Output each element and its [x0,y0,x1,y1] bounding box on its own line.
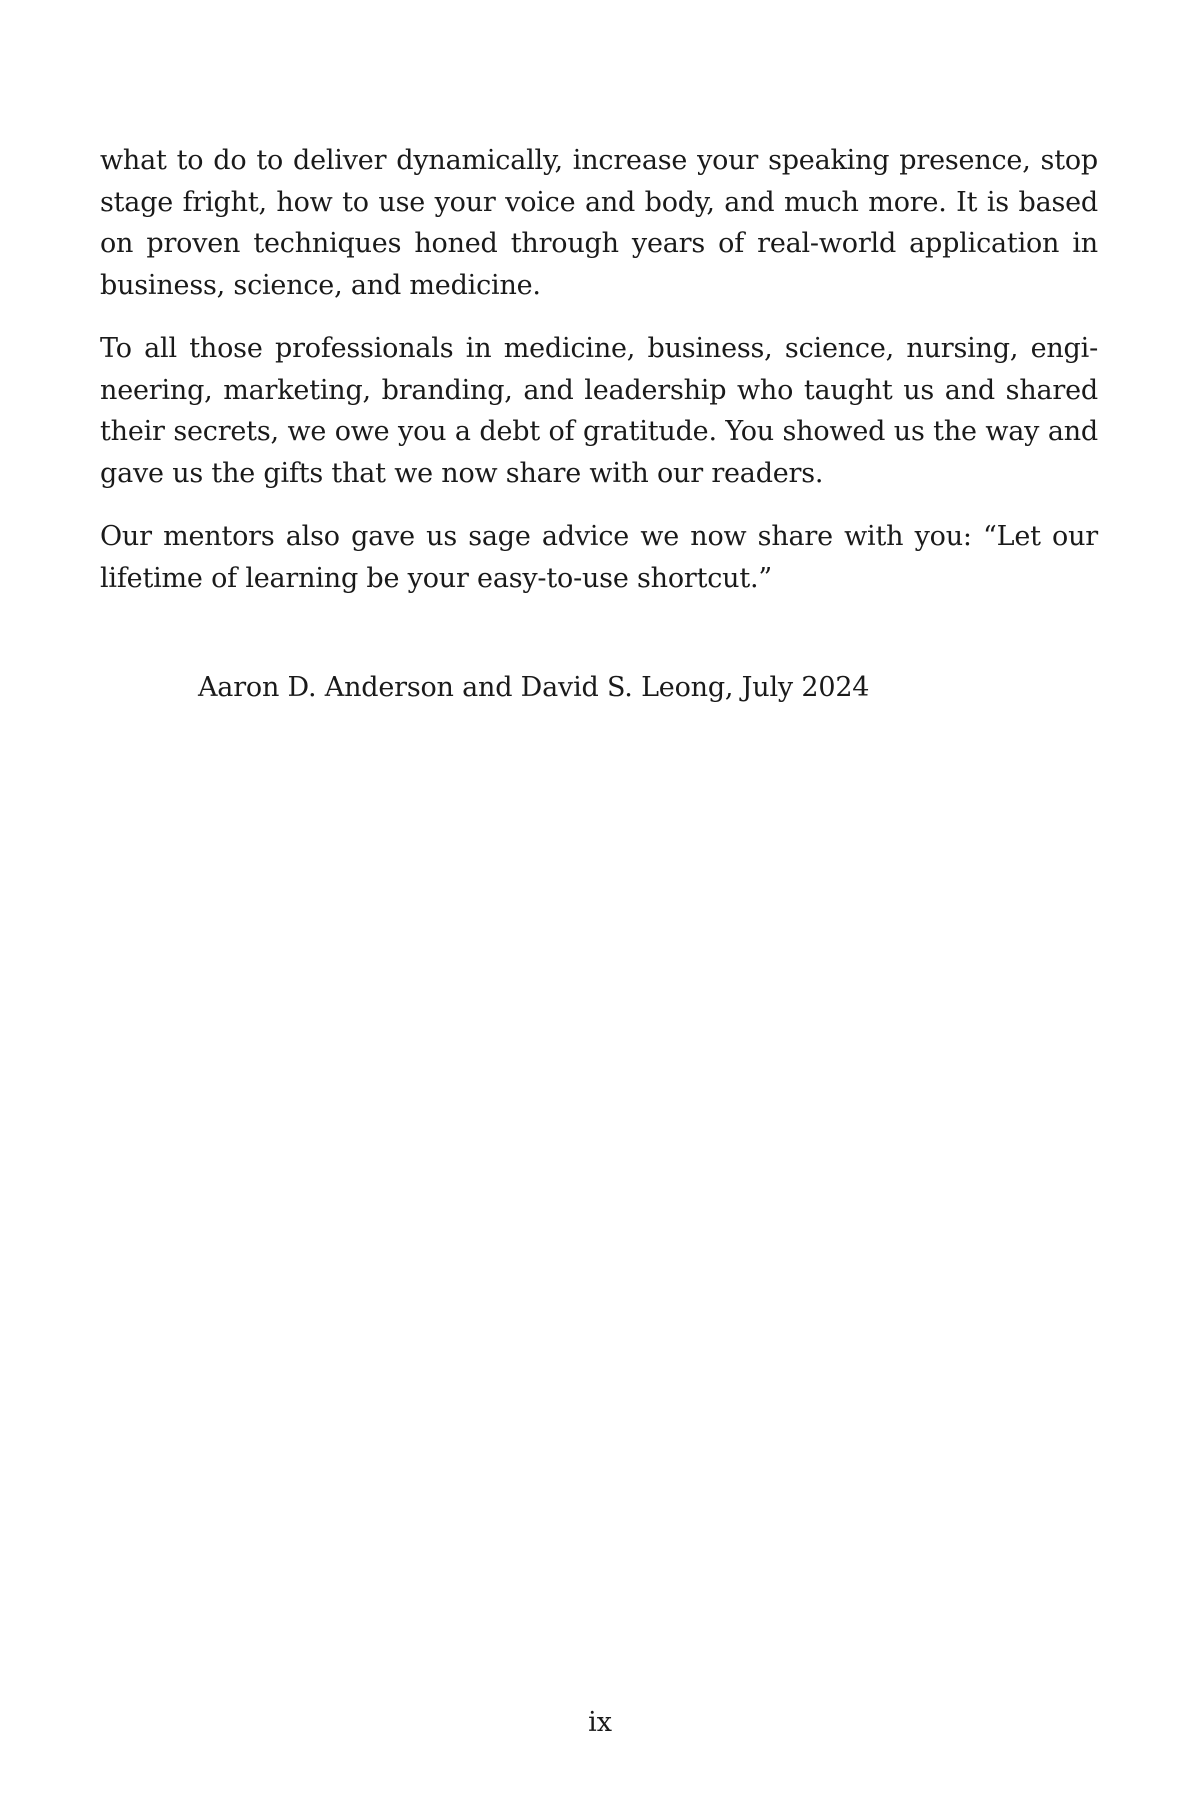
paragraph-1 [100,140,1098,306]
paragraph-line: To all those professionals in medicine, business, science, nursing, engi- [100,333,1098,364]
paragraph-line: business, science, and medicine. [100,269,541,301]
paragraph-line: their secrets, we owe you a debt of gratitude. You showed us the way and [100,416,1098,447]
paragraph-line: Our mentors also gave us sage advice we now share with you: “Let our [100,521,1098,552]
paragraph-2 [100,328,1098,494]
page-number: ix [588,1707,612,1738]
paragraph-line: stage fright, how to use your voice and body, and much more. It is based [100,186,1098,218]
paragraph-line: neering, marketing, branding, and leadership who taught us and shared [100,374,1098,406]
author-signature-line: Aaron D. Anderson and David S. Leong, July 2024 [198,672,870,703]
paragraph-3 [100,516,1098,599]
paragraph-line: on proven techniques honed through years of real-world application in [100,228,1098,259]
paragraph-line: what to do to deliver dynamically, increase your speaking presence, stop [100,145,1098,176]
paragraph-line: lifetime of learning be your easy-to-use shortcut.” [100,562,772,594]
body-text [100,140,1098,621]
paragraph-line: gave us the gifts that we now share with our readers. [100,457,824,489]
